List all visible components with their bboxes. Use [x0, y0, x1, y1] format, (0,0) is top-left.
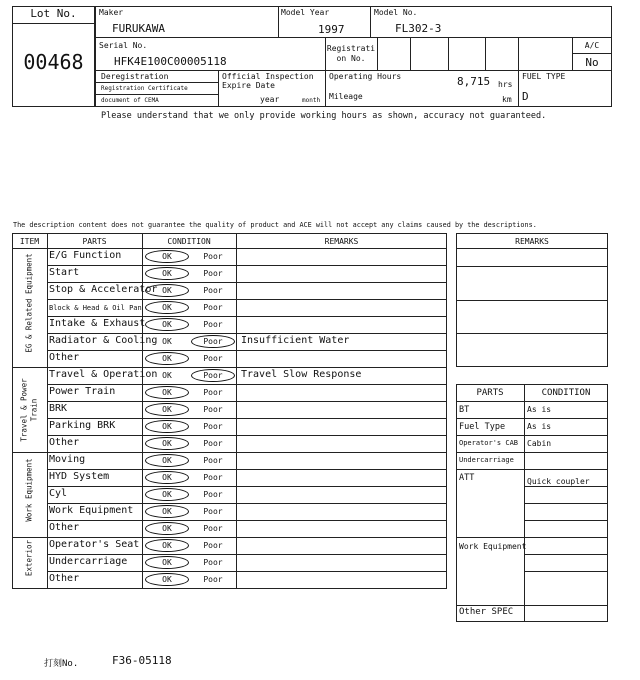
- ok-circle-mark: [145, 471, 189, 484]
- official-inspection-label: Official Inspection Expire Date: [222, 72, 314, 90]
- ok-circle-mark: [145, 454, 189, 467]
- remark-text: Travel Slow Response: [241, 369, 362, 380]
- stamp-value: F36-05118: [112, 654, 172, 667]
- poor-option: Poor: [203, 575, 223, 584]
- lot-number: 00468: [23, 50, 84, 74]
- poor-option: Poor: [203, 524, 223, 533]
- header-condition: CONDITION: [167, 237, 211, 246]
- ok-option: OK: [162, 405, 172, 414]
- poor-option: Poor: [203, 507, 223, 516]
- ok-option: OK: [162, 456, 172, 465]
- part-name: Radiator & Cooling: [49, 335, 158, 346]
- stamp-label: 打刻No.: [44, 659, 79, 669]
- part-name: Work Equipment: [49, 505, 134, 516]
- spec-part: BT: [459, 405, 470, 415]
- poor-option: Poor: [203, 558, 223, 567]
- part-name: HYD System: [49, 471, 110, 482]
- part-name: Other: [49, 437, 80, 448]
- ok-option: OK: [162, 575, 172, 584]
- operating-hours-value: 8,715: [457, 75, 491, 88]
- part-name: Parking BRK: [49, 420, 116, 431]
- poor-option: Poor: [203, 252, 223, 261]
- poor-option: Poor: [203, 286, 223, 295]
- group-label: EG & Related Equipment: [24, 252, 34, 353]
- poor-option: Poor: [203, 405, 223, 414]
- ok-option: OK: [162, 371, 172, 380]
- table-row: [47, 265, 447, 282]
- serial-value: HFK4E100C00005118: [114, 55, 227, 68]
- spec-condition: As is: [527, 422, 552, 431]
- ok-option: OK: [162, 252, 172, 261]
- table-row: [47, 435, 447, 452]
- ok-option: OK: [162, 439, 172, 448]
- ok-option: OK: [162, 354, 172, 363]
- ok-option: OK: [162, 303, 172, 312]
- ok-circle-mark: [145, 488, 189, 501]
- ok-circle-mark: [145, 250, 189, 263]
- poor-option: Poor: [203, 354, 223, 363]
- part-name: BRK: [49, 403, 68, 414]
- part-name: Undercarriage: [49, 556, 128, 567]
- ac-label: A/C: [584, 41, 600, 50]
- ok-circle-mark: [145, 301, 189, 314]
- group-label: Exterior: [24, 539, 34, 576]
- right-parts-header: PARTS: [476, 388, 504, 398]
- poor-option: Poor: [203, 269, 223, 278]
- registration-certificate-label: Registration Certificate: [101, 85, 188, 92]
- spec-part: Undercarriage: [459, 456, 514, 464]
- ok-circle-mark: [145, 420, 189, 433]
- part-name: Moving: [49, 454, 86, 465]
- ok-option: OK: [162, 473, 172, 482]
- poor-option: Poor: [203, 490, 223, 499]
- spec-condition: As is: [527, 405, 552, 414]
- ok-option: OK: [162, 507, 172, 516]
- poor-option: Poor: [203, 422, 223, 431]
- part-name: Power Train: [49, 386, 116, 397]
- ok-option: OK: [162, 524, 172, 533]
- hrs-label: hrs: [498, 80, 513, 89]
- spec-part: Fuel Type: [459, 422, 506, 432]
- maker-value: FURUKAWA: [112, 22, 165, 35]
- part-name: Operator's Seat: [49, 539, 140, 550]
- hours-disclaimer: Please understand that we only provide working hours as shown, accuracy not guaranteed.: [101, 111, 547, 121]
- model-year-value: 1997: [318, 23, 345, 36]
- ok-circle-mark: [145, 437, 189, 450]
- ok-circle-mark: [145, 522, 189, 535]
- right-remarks-header: REMARKS: [515, 237, 549, 246]
- lot-label: Lot No.: [30, 7, 77, 20]
- ok-option: OK: [162, 558, 172, 567]
- poor-option: Poor: [203, 456, 223, 465]
- remark-text: Insufficient Water: [241, 335, 350, 346]
- spec-condition: Quick coupler: [527, 477, 590, 486]
- ok-circle-mark: [145, 403, 189, 416]
- header-item: ITEM: [19, 237, 40, 246]
- poor-option: Poor: [203, 303, 223, 312]
- ok-circle-mark: [145, 539, 189, 552]
- group-label: Travel & Power Train: [19, 377, 39, 442]
- month-label: month: [302, 97, 321, 104]
- document-cema-label: document of CEMA: [101, 97, 159, 104]
- table-row: [47, 520, 447, 537]
- ok-option: OK: [162, 422, 172, 431]
- table-row: [47, 486, 447, 503]
- fuel-type-value: D: [522, 90, 529, 103]
- ok-circle-mark: [145, 267, 189, 280]
- part-name: E/G Function: [49, 250, 122, 261]
- ok-circle-mark: [145, 284, 189, 297]
- poor-option: Poor: [203, 388, 223, 397]
- ok-circle-mark: [145, 318, 189, 331]
- spec-part: Operator's CAB: [459, 439, 519, 447]
- km-label: km: [502, 95, 512, 104]
- description-note: The description content does not guarantee the quality of product and ACE will not accept any claims caused by the descriptions.: [13, 221, 537, 229]
- poor-option: Poor: [203, 439, 223, 448]
- ok-circle-mark: [145, 505, 189, 518]
- ok-option: OK: [162, 388, 172, 397]
- year-label: year: [260, 95, 280, 104]
- header-remarks: REMARKS: [324, 237, 359, 246]
- operating-hours-label: Operating Hours: [329, 72, 402, 81]
- part-name: Cyl: [49, 488, 68, 499]
- table-row: [47, 452, 447, 469]
- ok-circle-mark: [145, 386, 189, 399]
- part-name: Start: [49, 267, 80, 278]
- ok-circle-mark: [145, 352, 189, 365]
- model-no-value: FL302-3: [395, 22, 442, 35]
- model-year-label: Model Year: [281, 8, 330, 17]
- part-name: Travel & Operation: [49, 369, 158, 380]
- ok-option: OK: [162, 337, 172, 346]
- ok-option: OK: [162, 541, 172, 550]
- ok-option: OK: [162, 490, 172, 499]
- table-row: [47, 571, 447, 588]
- table-row: [47, 350, 447, 367]
- ok-circle-mark: [145, 573, 189, 586]
- registration-label: Registrati on No.: [326, 44, 376, 63]
- part-name: Other: [49, 573, 80, 584]
- poor-option: Poor: [203, 320, 223, 329]
- poor-circle-mark: [191, 335, 235, 348]
- spec-condition: Cabin: [527, 439, 552, 448]
- poor-circle-mark: [191, 369, 235, 382]
- fuel-type-label: FUEL TYPE: [522, 72, 566, 81]
- right-condition-header: CONDITION: [541, 388, 591, 398]
- poor-option: Poor: [203, 541, 223, 550]
- deregistration-label: Deregistration: [101, 72, 169, 81]
- poor-option: Poor: [203, 473, 223, 482]
- mileage-label: Mileage: [329, 92, 363, 101]
- ac-value: No: [585, 56, 599, 69]
- serial-label: Serial No.: [99, 41, 148, 50]
- poor-option: Poor: [203, 337, 223, 346]
- ok-option: OK: [162, 269, 172, 278]
- spec-part: ATT: [459, 473, 475, 483]
- other-spec-label: Other SPEC: [459, 607, 514, 617]
- part-name: Block & Head & Oil Pan: [49, 304, 142, 312]
- maker-label: Maker: [99, 8, 124, 17]
- header-parts: PARTS: [82, 237, 107, 246]
- ok-circle-mark: [145, 556, 189, 569]
- part-name: Intake & Exhaust: [49, 318, 146, 329]
- work-equipment-label: Work Equipment: [459, 542, 527, 551]
- poor-option: Poor: [203, 371, 223, 380]
- group-label: Work Equipment: [24, 457, 34, 522]
- part-name: Stop & Accelerator: [49, 284, 158, 295]
- ok-option: OK: [162, 320, 172, 329]
- table-row: [47, 401, 447, 418]
- part-name: Other: [49, 352, 80, 363]
- part-name: Other: [49, 522, 80, 533]
- ok-option: OK: [162, 286, 172, 295]
- model-no-label: Model No.: [374, 8, 418, 17]
